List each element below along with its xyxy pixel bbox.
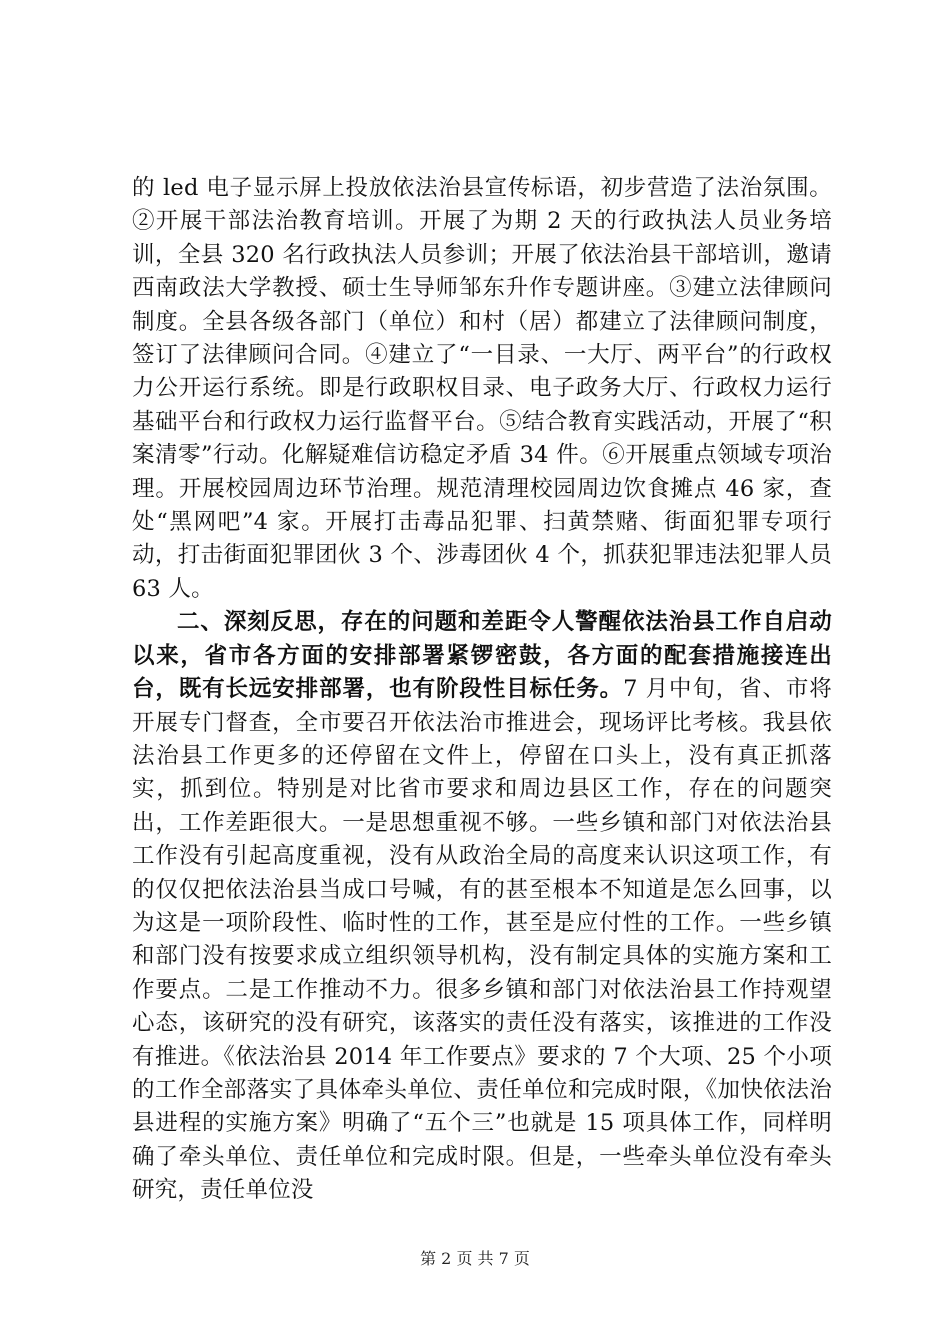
section-heading-bold: 二、深刻反思，存在的问题和差距令人警醒依法治县工作自启动以来，省市各方面的安排部署紧锣密鼓，各方面的配套措施接连出台，既有长远安排部署，也有阶段性目标任务。 bbox=[132, 609, 832, 703]
document-body bbox=[132, 172, 832, 1208]
page-footer: 第 2 页 共 7 页 bbox=[420, 1249, 530, 1268]
paragraph-continuation: 的 led 电子显示屏上投放依法治县宣传标语，初步营造了法治氛围。②开展干部法治教育培训。开展了为期 2 天的行政执法人员业务培训，全县 320 名行政执法人员参训；开展了依法治县干部培训，邀请西南政法大学教授、硕士生导师邹东升作专题讲座。③建立法律顾问制度。全县各级各部门（单位）和村（居）都建立了法律顾问制度，签订了法律顾问合同。④建立了“一目录、一大厅、两平台”的行政权力公开运行系统。即是行政职权目录、电子政务大厅、行政权力运行基础平台和行政权力运行监督平台。⑤结合教育实践活动，开展了“积案清零”行动。化解疑难信访稳定矛盾 34 件。⑥开展重点领域专项治理。开展校园周边环节治理。规范清理校园周边饮食摊点 46 家，查处“黑网吧”4 家。开展打击毒品犯罪、扫黄禁赌、街面犯罪专项行动，打击街面犯罪团伙 3 个、涉毒团伙 4 个，抓获犯罪违法犯罪人员 63 人。 bbox=[132, 175, 832, 602]
section-body-text: 7 月中旬，省、市将开展专门督查，全市要召开依法治市推进会，现场评比考核。我县依法治县工作更多的还停留在文件上，停留在口头上，没有真正抓落实，抓到位。特别是对比省市要求和周边县区工作，存在的问题突出，工作差距很大。一是思想重视不够。一些乡镇和部门对依法治县工作没有引起高度重视，没有从政治全局的高度来认识这项工作，有的仅仅把依法治县当成口号喊，有的甚至根本不知道是怎么回事，以为这是一项阶段性、临时性的工作，甚至是应付性的工作。一些乡镇和部门没有按要求成立组织领导机构，没有制定具体的实施方案和工作要点。二是工作推动不力。很多乡镇和部门对依法治县工作持观望心态，该研究的没有研究，该落实的责任没有落实，该推进的工作没有推进。《依法治县 2014 年工作要点》要求的 7 个大项、25 个小项的工作全部落实了具体牵头单位、责任单位和完成时限，《加快依法治县进程的实施方案》明确了“五个三”也就是 15 项具体工作，同样明确了牵头单位、责任单位和完成时限。但是，一些牵头单位没有牵头研究，责任单位没 bbox=[132, 676, 833, 1204]
paragraph-section-two bbox=[132, 606, 832, 1207]
